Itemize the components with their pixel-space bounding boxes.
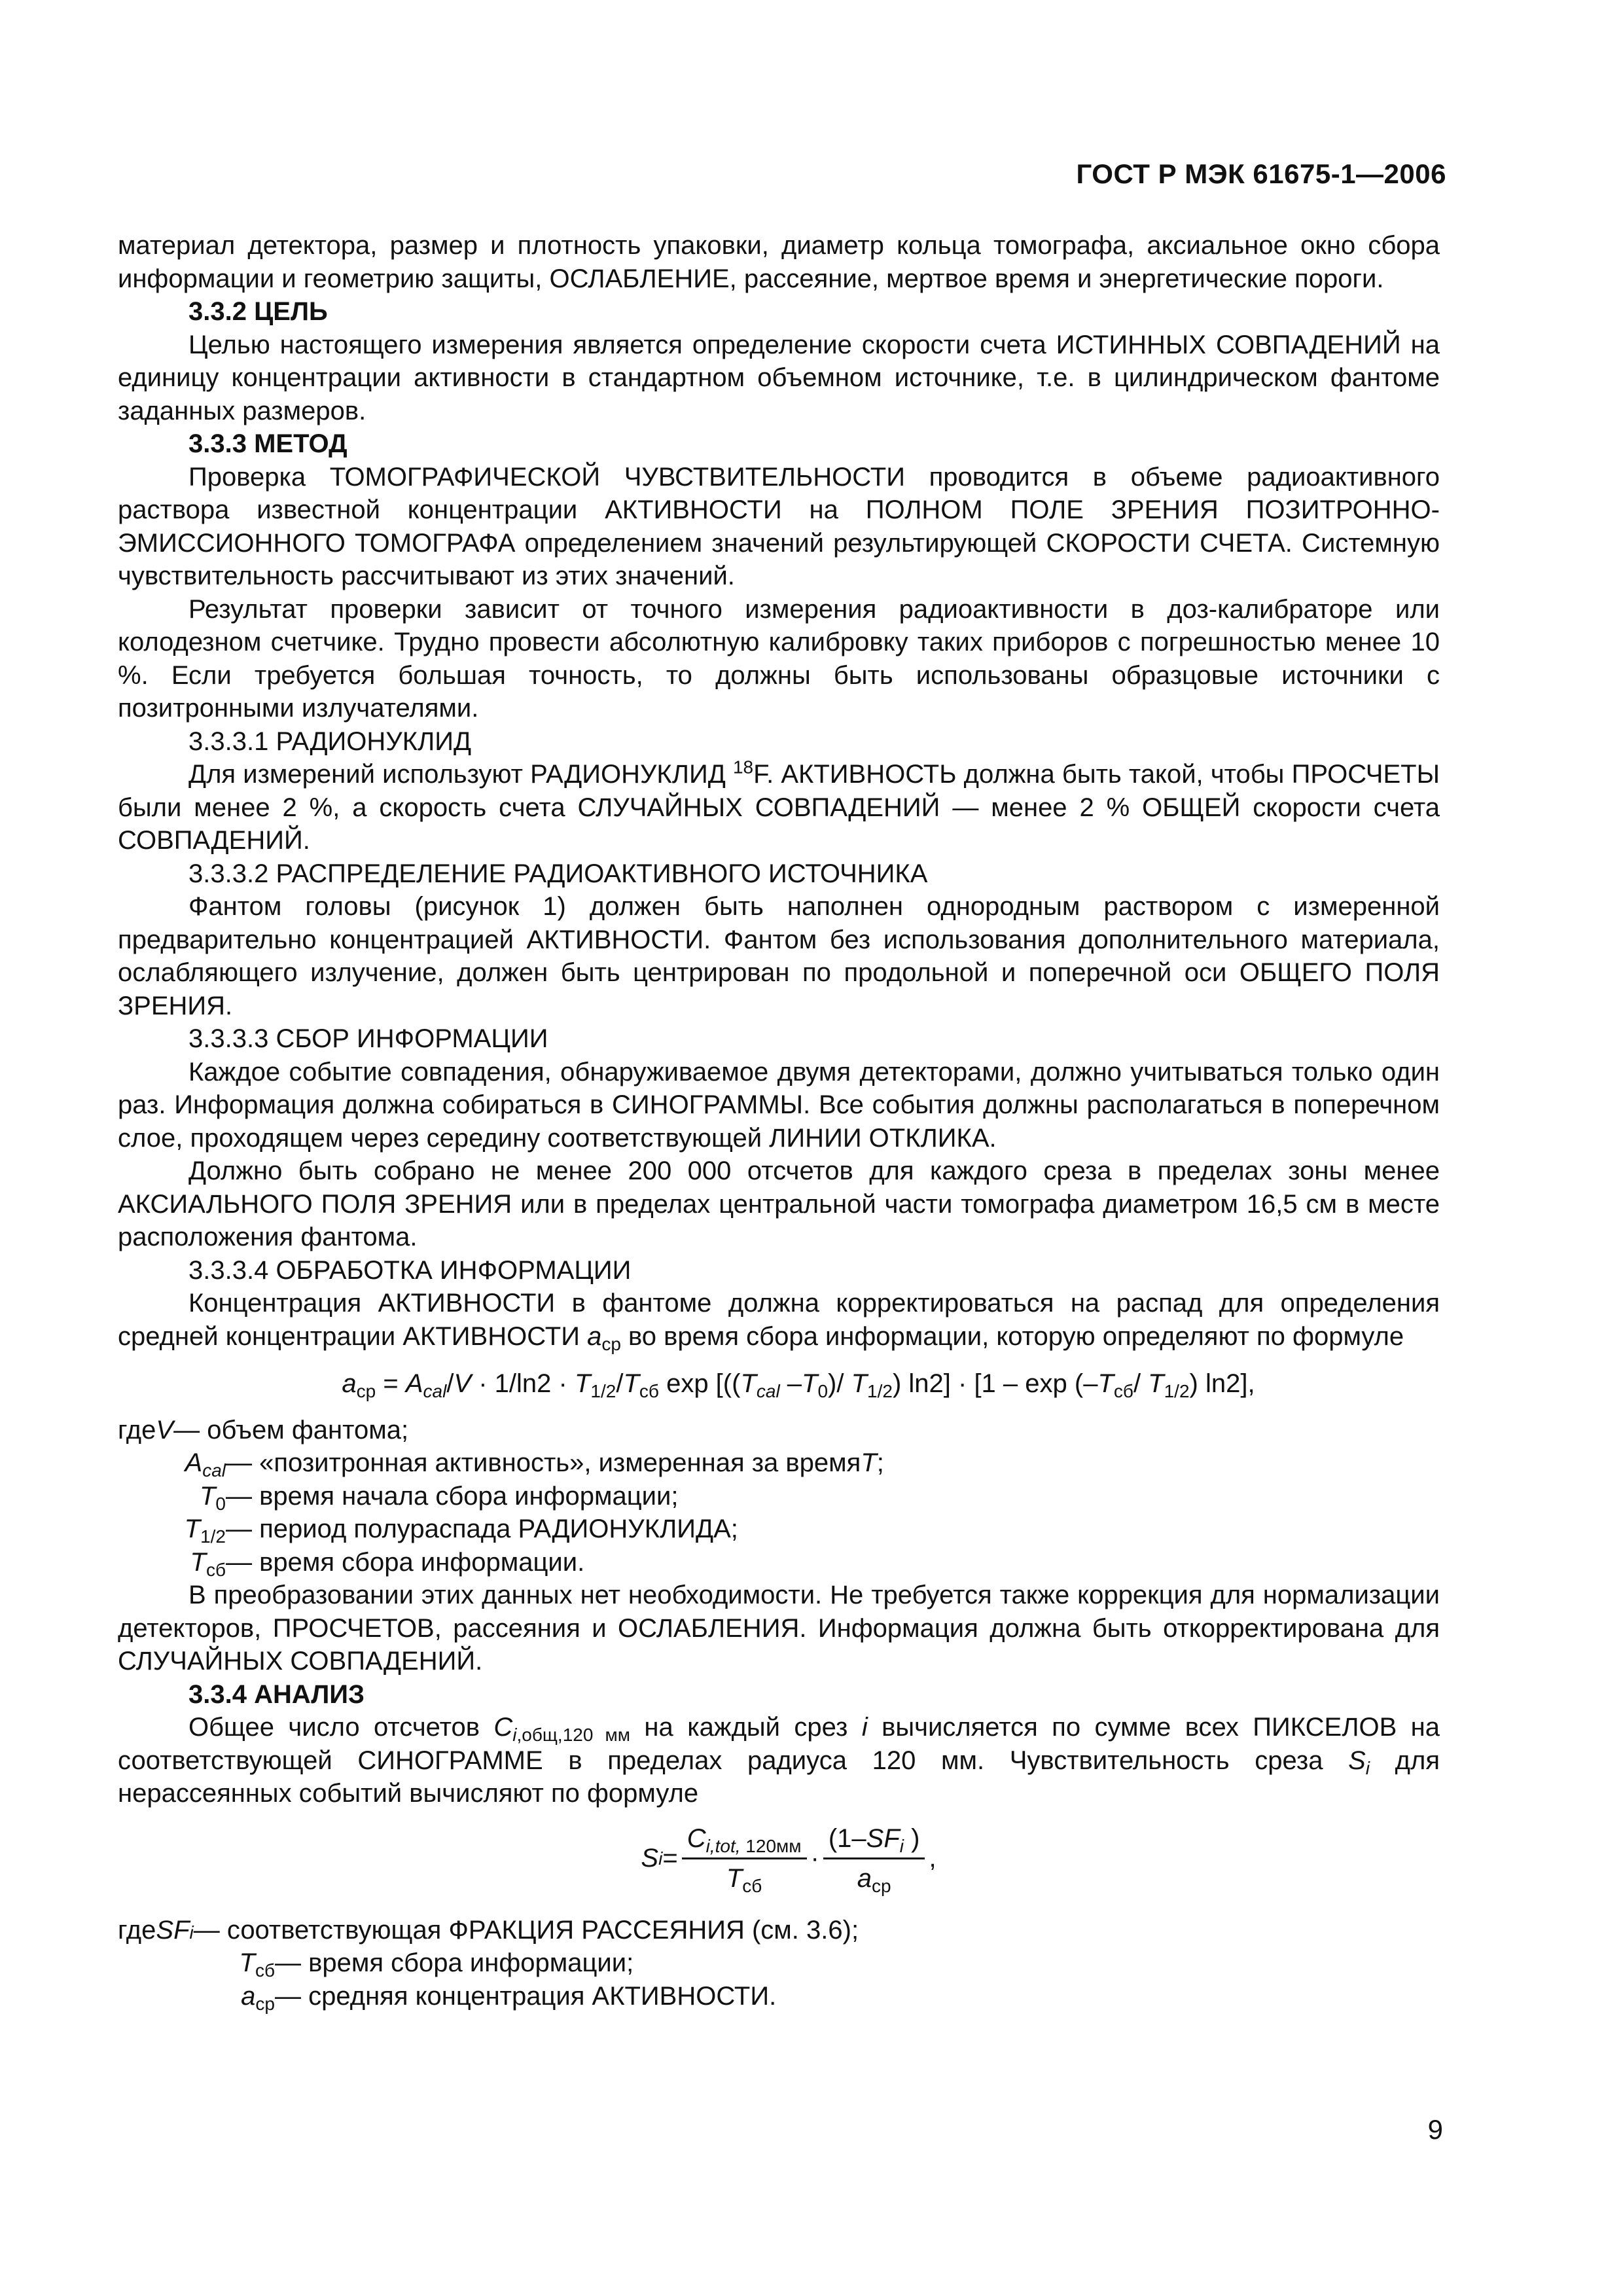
page-content bbox=[118, 229, 1440, 2013]
paragraph: Каждое событие совпадения, обнаруживаемое двумя детекторами, должно учитываться только один раз. Информация должна собираться в СИНОГРАММЫ. Все события должны располагаться в поперечном слое, проходящем через середину соответствующей ЛИНИИ ОТКЛИКА. bbox=[118, 1057, 1440, 1153]
document-code: ГОСТ Р МЭК 61675-1—2006 bbox=[1076, 158, 1446, 189]
definition-row: $a_{ср}$ — средняя концентрация АКТИВНОСТИ. bbox=[241, 1981, 777, 2014]
paragraph: Проверка ТОМОГРАФИЧЕСКОЙ ЧУВСТВИТЕЛЬНОСТИ проводится в объеме радиоактивного раствора известной концентрации АКТИВНОСТИ на ПОЛНОМ ПОЛЕ ЗРЕНИЯ ПОЗИТРОННО-ЭМИССИОННОГО ТОМОГРАФА определением значений результирующей СКОРОСТИ СЧЕТА. Системную чувствительность рассчитывают из этих значений. bbox=[118, 462, 1440, 590]
paragraph: Результат проверки зависит от точного измерения радиоактивности в доз-калибраторе или колодезном счетчике. Трудно провести абсолютную калибровку таких приборов с погрешностью менее 10 %. Если требуется большая точность, то должны быть использованы образцовые источники с позитронными излучателями. bbox=[118, 594, 1440, 723]
section-heading: 3.3.3 МЕТОД bbox=[188, 429, 348, 458]
paragraph: Общее число отсчетов $C_{i,общ,120 мм}$ на каждый срез i вычисляется по сумме всех ПИКСЕЛОВ на соответствующей СИНОГРАММЕ в пределах радиуса 120 мм. Чувствительность среза $S_i$ для нерассеянных событий вычисляют по формуле bbox=[118, 1713, 1440, 1808]
definition-row: $T_{сб}$ — время сбора информации; bbox=[239, 1948, 634, 1981]
paragraph: Целью настоящего измерения является определение скорости счета ИСТИННЫХ СОВПАДЕНИЙ на единицу концентрации активности в стандартном объемном источнике, т.е. в цилиндрическом фантоме заданных размеров. bbox=[118, 330, 1440, 425]
formula-definitions bbox=[118, 1914, 1440, 2013]
formula-activity-concentration: $a_{ср} = A_{cal}/V \cdot 1/\ln 2 \cdot T_{1/2}/T_{сб}$ $\exp [((T_{cal}$ $-T_0)/$ $T_{1/2}$) $\ln 2] \cdot [1 - \exp (-T_{сб}/$ $T_{1/2}$) ln2], bbox=[342, 1369, 1255, 1401]
definition-row: $T_{1/2}$ — период полураспада РАДИОНУКЛИДА; bbox=[184, 1515, 738, 1547]
definition-row: $T_{сб}$ — время сбора информации. bbox=[190, 1547, 585, 1580]
page-number: 9 bbox=[1427, 2114, 1443, 2145]
paragraph: В преобразовании этих данных нет необходимости. Не требуется также коррекция для нормализации детекторов, ПРОСЧЕТОВ, рассеяния и ОСЛАБЛЕНИЯ. Информация должна быть откорректирована для СЛУЧАЙНЫХ СОВПАДЕНИЙ. bbox=[118, 1581, 1440, 1676]
paragraph: Фантом головы (рисунок 1) должен быть наполнен однородным раствором с измеренной предварительно концентрацией АКТИВНОСТИ. Фантом без использования дополнительного материала, ослабляющего излучение, должен быть центрирован по продольной и поперечной оси ОБЩЕГО ПОЛЯ ЗРЕНИЯ. bbox=[118, 892, 1440, 1020]
paragraph: Для измерений используют РАДИОНУКЛИД $^{18}$F. АКТИВНОСТЬ должна быть такой, чтобы ПРОСЧЕТЫ были менее 2 %, а скорость счета СЛУЧАЙНЫХ СОВПАДЕНИЙ — менее 2 % ОБЩЕЙ скорости счета СОВПАДЕНИЙ. bbox=[118, 757, 1440, 855]
subsection-heading: 3.3.3.2 РАСПРЕДЕЛЕНИЕ РАДИОАКТИВНОГО ИСТОЧНИКА bbox=[188, 859, 928, 888]
fraction: $\frac{C_{i,tot, 120мм}}{T_{сб}}$ bbox=[682, 1822, 807, 1895]
formula-definitions bbox=[118, 1414, 1440, 1579]
definition-row: $T_0$ — время начала сбора информации; bbox=[199, 1481, 679, 1514]
definition-row: где SF i — соответствующая ФРАКЦИЯ РАССЕЯНИЯ (см. 3.6); bbox=[118, 1915, 859, 1945]
fraction: $\frac{(1-SF_i )}{a_{ср}}$ bbox=[823, 1822, 925, 1895]
intro-paragraph: материал детектора, размер и плотность упаковки, диаметр кольца томографа, аксиальное окно сбора информации и геометрию защиты, ОСЛАБЛЕНИЕ, рассеяние, мертвое время и энергетические пороги. bbox=[118, 231, 1440, 293]
definition-row: где V — объем фантома; bbox=[118, 1415, 409, 1444]
definition-row: $A_{cal}$ — «позитронная активность», измеренная за время T ; bbox=[185, 1448, 884, 1480]
subsection-heading: 3.3.3.1 РАДИОНУКЛИД bbox=[188, 726, 472, 756]
paragraph: Концентрация АКТИВНОСТИ в фантоме должна корректироваться на распад для определения средней концентрации АКТИВНОСТИ $a_{ср}$ во время сбора информации, которую определяют по формуле bbox=[118, 1289, 1440, 1354]
paragraph: Должно быть собрано не менее 200 000 отсчетов для каждого среза в пределах зоны менее АКСИАЛЬНОГО ПОЛЯ ЗРЕНИЯ или в пределах центральной части томографа диаметром 16,5 см в месте расположения фантома. bbox=[118, 1157, 1440, 1251]
section-heading: 3.3.4 АНАЛИЗ bbox=[188, 1679, 365, 1709]
formula-slice-sensitivity: S i = $\frac{C_{i,tot, 120мм}}{T_{сб}}$ · $\frac{(1-SF_i )}{a_{ср}}$ , bbox=[118, 1822, 1440, 1895]
section-heading: 3.3.2 ЦЕЛЬ bbox=[188, 297, 328, 326]
subsection-heading: 3.3.3.4 ОБРАБОТКА ИНФОРМАЦИИ bbox=[188, 1255, 632, 1285]
subsection-heading: 3.3.3.3 СБОР ИНФОРМАЦИИ bbox=[188, 1024, 548, 1053]
